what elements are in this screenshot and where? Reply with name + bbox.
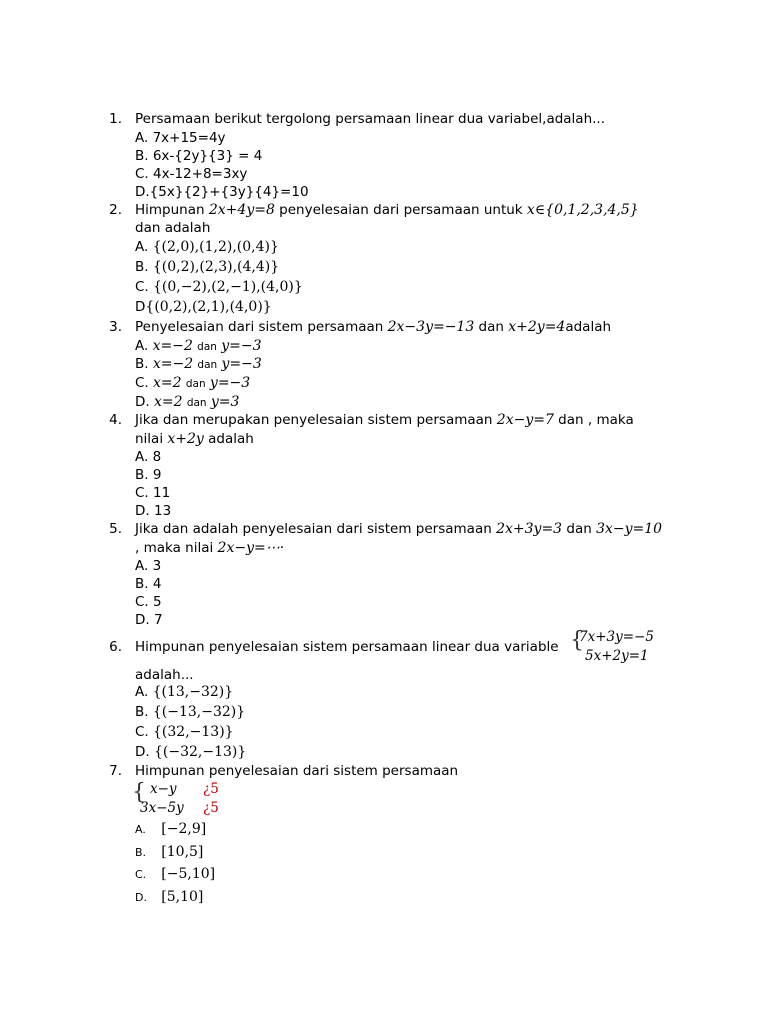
option-value: {(−32,−13)}	[153, 744, 247, 760]
question-text: penyelesaian dari persamaan untuk	[279, 202, 523, 218]
option-letter: C.	[135, 868, 147, 881]
system-equation-2-rhs: ¿5	[203, 800, 219, 816]
q6-option-b	[135, 703, 245, 721]
option-value: y=−3	[209, 375, 251, 391]
option-value: 11	[153, 485, 171, 501]
equation: 2x−y=⋯·	[217, 540, 285, 556]
option-letter: C.	[135, 279, 149, 295]
question-number: 6.	[109, 639, 122, 655]
option-letter: A.	[135, 823, 146, 836]
q3-option-b	[135, 355, 262, 374]
question-text-cont: adalah...	[135, 667, 194, 683]
question-text: Himpunan penyelesaian sistem persamaan linear dua variable	[135, 639, 559, 655]
question-text: Himpunan	[135, 202, 205, 218]
question-text: dan	[566, 521, 592, 537]
equation: 3x−y=10	[596, 521, 663, 537]
q2-option-b	[135, 258, 279, 276]
option-connector: dan	[197, 341, 217, 353]
option-letter: A.	[135, 239, 149, 255]
option-letter: A.	[135, 449, 149, 465]
option-value: x=−2	[152, 338, 193, 354]
q6-option-a	[135, 683, 233, 701]
option-letter: B.	[135, 846, 147, 859]
equation: x+2y	[167, 431, 204, 447]
q5-option-c	[135, 593, 162, 611]
q7-option-d	[135, 888, 203, 907]
system-equation-1: 7x+3y=−5	[579, 629, 654, 645]
q2-option-a	[135, 238, 279, 256]
question-text: dan	[478, 319, 504, 335]
question-text-cont: dan adalah	[135, 220, 211, 236]
option-connector: dan	[197, 359, 218, 371]
q7-option-a	[135, 820, 206, 839]
option-letter: B.	[135, 704, 149, 720]
question-text: nilai	[135, 431, 164, 447]
option-value: {(0,2),(2,3),(4,4)}	[152, 259, 280, 275]
question-text-cont	[135, 539, 284, 557]
q4-option-b	[135, 466, 161, 484]
option-value: [−2,9]	[161, 821, 207, 837]
option-letter: B.	[135, 467, 149, 483]
q3-option-c	[135, 374, 250, 393]
option-value: y=−3	[221, 356, 262, 372]
option-letter: B.	[135, 356, 149, 372]
question-text: adalah	[565, 319, 612, 335]
option-letter: A.	[135, 338, 149, 354]
option-value: [5,10]	[161, 889, 204, 905]
question-text: Jika dan merupakan penyelesaian sistem persamaan	[135, 412, 493, 428]
question-text-cont	[135, 430, 254, 448]
option-value: [10,5]	[161, 844, 204, 860]
option-connector: dan	[185, 378, 206, 390]
option-value: {(−13,−32)}	[152, 704, 246, 720]
question-text: dan , maka	[558, 412, 634, 428]
q1-option-d: D.{5x}{2}+{3y}{4}=10	[135, 184, 309, 200]
option-value: {(13,−32)}	[152, 684, 234, 700]
option-value: y=−3	[221, 338, 262, 354]
option-letter: C.	[135, 594, 149, 610]
system-equation-1: x−y	[150, 781, 177, 797]
q3-option-a	[135, 337, 262, 356]
system-equation-2: 5x+2y=1	[585, 648, 649, 664]
q4-option-c	[135, 484, 170, 502]
q4-option-a	[135, 448, 161, 466]
question-text: Himpunan penyelesaian dari sistem persamaan	[135, 763, 459, 779]
question-text: adalah	[208, 431, 254, 447]
option-letter: D	[135, 299, 146, 315]
q1-option-c: C. 4x-12+8=3xy	[135, 166, 248, 182]
equation: 2x−y=7	[496, 412, 554, 428]
q5-option-a	[135, 557, 161, 575]
q5-option-b	[135, 575, 161, 593]
system-brace: {	[132, 780, 146, 805]
system-brace: {	[570, 628, 584, 653]
option-letter: D.	[135, 744, 150, 760]
option-value: 4	[152, 576, 162, 592]
question-number: 3.	[109, 319, 122, 335]
option-letter: D.	[135, 394, 150, 410]
question-text: , maka nilai	[135, 540, 214, 556]
option-value: 3	[152, 558, 162, 574]
option-letter: C.	[135, 724, 149, 740]
option-letter: D.	[135, 891, 147, 904]
q2-option-c	[135, 278, 303, 296]
set-notation: x∈{0,1,2,3,4,5}	[526, 202, 639, 218]
question-number: 1.	[109, 111, 122, 127]
q4-option-d	[135, 502, 171, 520]
q7-option-b	[135, 843, 203, 862]
option-value: 8	[152, 449, 162, 465]
question-text: Jika dan adalah penyelesaian dari sistem persamaan	[135, 521, 492, 537]
question-number: 4.	[109, 412, 122, 428]
question-text: Persamaan berikut tergolong persamaan linear dua variabel,adalah...	[135, 111, 606, 127]
q1-option-a: A. 7x+15=4y	[135, 130, 226, 146]
option-value: 7	[153, 612, 163, 628]
q6-option-c	[135, 723, 234, 741]
equation: 2x+3y=3	[496, 521, 563, 537]
option-letter: C.	[135, 375, 149, 391]
option-value: y=3	[210, 394, 240, 410]
option-value: x=−2	[152, 356, 194, 372]
q5-option-d	[135, 611, 163, 629]
equation: 2x−3y=−13	[387, 319, 475, 335]
option-value: {(32,−13)}	[153, 724, 234, 740]
option-connector: dan	[186, 397, 207, 409]
option-value: 9	[152, 467, 162, 483]
q6-option-d	[135, 743, 246, 761]
system-equation-2: 3x−5y	[140, 800, 184, 816]
q2-option-d	[135, 298, 272, 316]
option-value: [−5,10]	[161, 866, 216, 882]
question-text: Penyelesaian dari sistem persamaan	[135, 319, 384, 335]
option-letter: A.	[135, 684, 149, 700]
option-letter: C.	[135, 485, 149, 501]
option-value: 5	[153, 594, 162, 610]
option-letter: B.	[135, 576, 149, 592]
option-value: {(0,2),(2,1),(4,0)}	[145, 299, 272, 315]
system-equation-1-rhs: ¿5	[203, 781, 219, 797]
q3-option-d	[135, 393, 239, 412]
q1-option-b: B. 6x-{2y}{3} = 4	[135, 148, 263, 164]
question-number: 7.	[109, 763, 122, 779]
option-value: x=2	[153, 375, 182, 391]
option-value: {(0,−2),(2,−1),(4,0)}	[153, 279, 303, 295]
option-value: 13	[153, 503, 172, 519]
equation: 2x+4y=8	[208, 202, 275, 218]
option-letter: D.	[135, 612, 150, 628]
question-number: 2.	[109, 202, 122, 218]
option-value: x=2	[153, 394, 183, 410]
option-letter: B.	[135, 259, 149, 275]
option-value: {(2,0),(1,2),(0,4)}	[152, 239, 279, 255]
question-number: 5.	[109, 521, 122, 537]
option-letter: D.	[135, 503, 150, 519]
option-letter: A.	[135, 558, 149, 574]
q7-option-c	[135, 865, 215, 884]
equation: x+2y=4	[508, 319, 566, 335]
